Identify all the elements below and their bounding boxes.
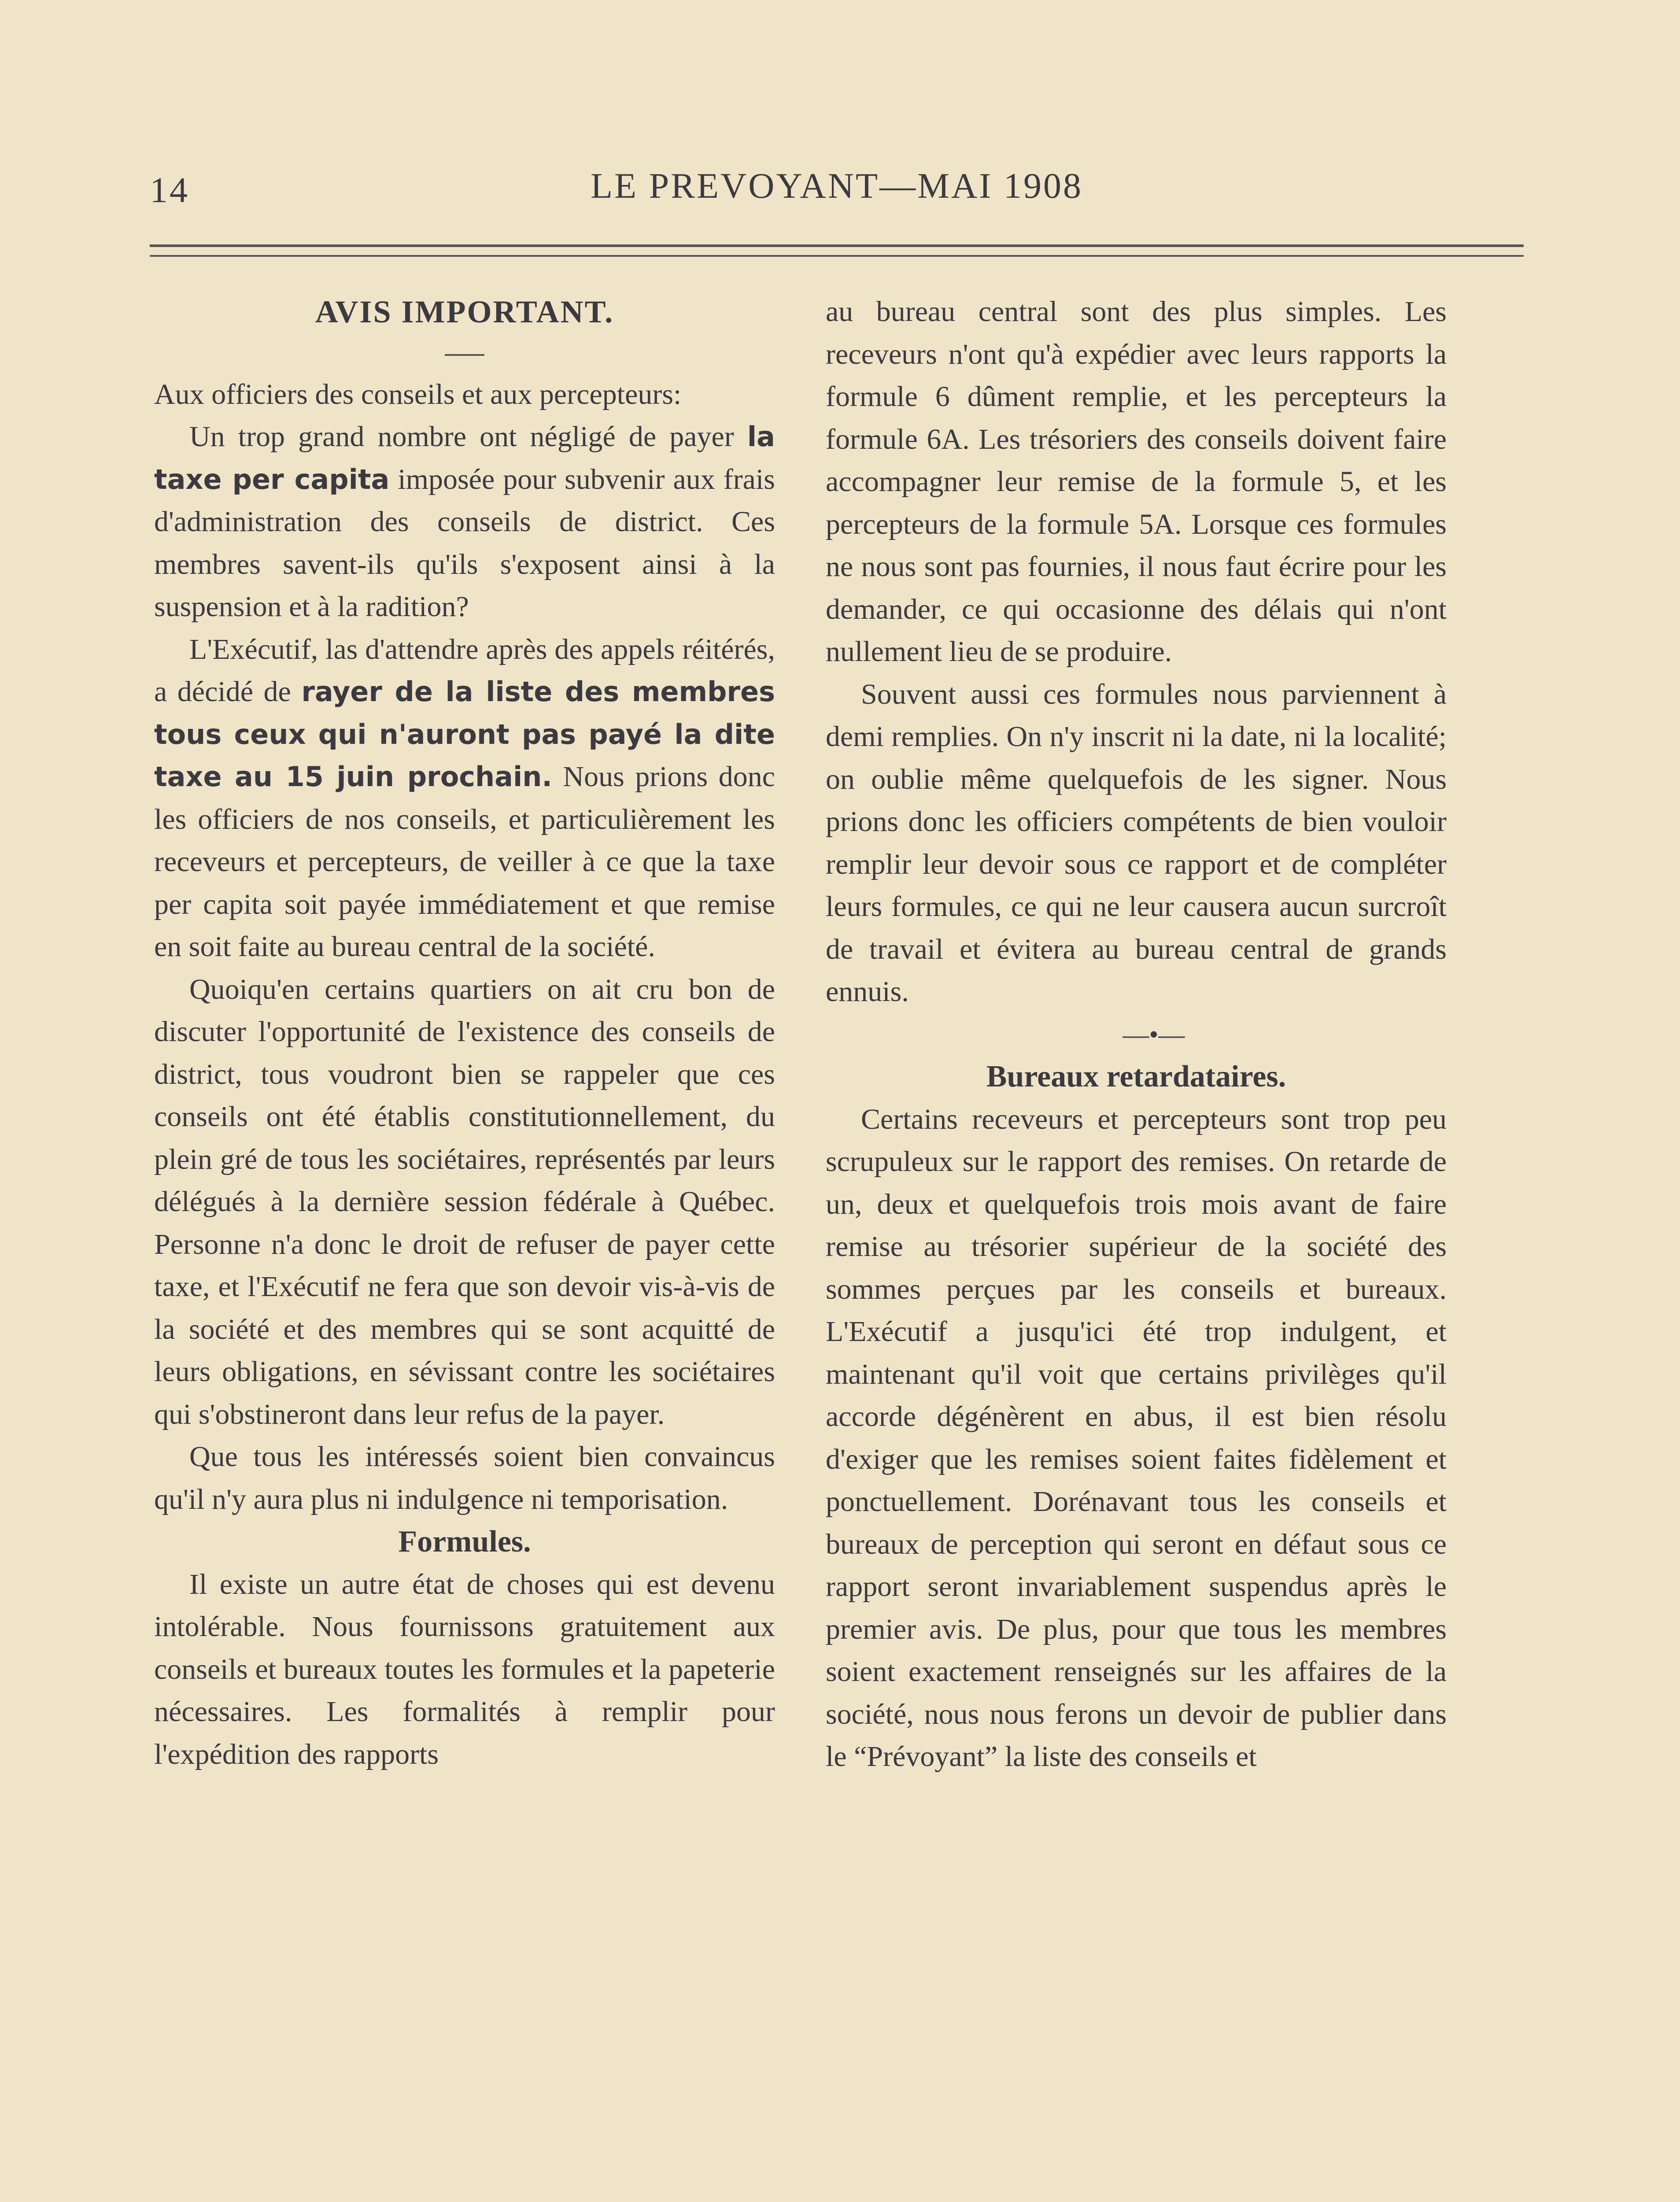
right-column [826, 291, 1447, 1778]
header-rule [150, 244, 1524, 257]
paragraph: Il existe un autre état de choses qui est devenu intolérable. Nous fournissons gratuitement aux conseils et bureaux toutes les formules et la papeterie nécessaires. Les formalités à remplir pour l'expédition des rapports [154, 1568, 775, 1770]
bold-text: la taxe per capita [154, 421, 775, 495]
section-heading: Formules. [398, 1525, 531, 1559]
paragraph: Quoiqu'en certains quartiers on ait cru bon de discuter l'opportunité de l'existence des conseils de district, tous voudront bien se rappeler que ces conseils ont été établis constitutionnellement, du plein gré de tous les sociétaires, représentés par leurs délégués à la dernière session fédérale à Québec. Personne n'a donc le droit de refuser de payer cette taxe, et l'Exécutif ne fera que son devoir vis-à-vis de la société et des membres qui se sont acquitté de leurs obligations, en sévissant contre les sociétaires qui s'obstineront dans leur refus de la payer. [154, 973, 775, 1430]
page-number: 14 [150, 170, 189, 210]
paragraph: Certains receveurs et percepteurs sont trop peu scrupuleux sur le rapport des remises. On retarde de un, deux et quelquefois trois mois avant de faire remise au trésorier supérieur de la société des sommes perçues par les conseils et bureaux. L'Exécutif a jusqu'ici été trop indulgent, et maintenant qu'il voit que certains privilèges qu'il accorde dégénèrent en abus, il est bien résolu d'exiger que les remises soient faites fidèlement et ponctuellement. Dorénavant tous les conseils et bureaux de perception qui seront en défaut sous ce rapport seront invariablement suspendus après le premier avis. De plus, pour que tous les membres soient exactement renseignés sur les affaires de la société, nous nous ferons un devoir de publier dans le “Prévoyant” la liste des conseils et [826, 1103, 1447, 1773]
paragraph: au bureau central sont des plus simples. Les receveurs n'ont qu'à expédier avec leurs rapports la formule 6 dûment remplie, et les percepteurs la formule 6A. Les trésoriers des conseils doivent faire accompagner leur remise de la formule 5, et les percepteurs de la formule 5A. Lorsque ces formules ne nous sont pas fournies, il nous faut écrire pour les demander, ce qui occasionne des délais qui n'ont nullement lieu de se produire. [826, 296, 1447, 668]
section-heading: Bureaux retardataires. [986, 1060, 1286, 1094]
section-separator: —•— [1122, 1020, 1185, 1049]
article-title: AVIS IMPORTANT. [315, 294, 614, 329]
running-title: LE PREVOYANT—MAI 1908 [590, 166, 1083, 206]
paragraph: Souvent aussi ces formules nous parviennent à demi remplies. On n'y inscrit ni la date, ni la localité; on oublie même quelquefois de les signer. Nous prions donc les officiers compétents de bien vouloir remplir leur devoir sous ce rapport et de compléter leurs formules, ce qui ne leur causera aucun surcroît de travail et évitera au bureau central de grands ennuis. [826, 678, 1447, 1008]
title-dash [154, 338, 775, 356]
paragraph: Un trop grand nombre ont négligé de payer la taxe per capita imposée pour subvenir aux frais d'administration des conseils de district. Ces membres savent-ils qu'ils s'exposent ainsi à la suspension et à la radition? [154, 421, 775, 623]
paragraph: L'Exécutif, las d'attendre après des appels réitérés, a décidé de rayer de la liste des membres tous ceux qui n'auront pas payé la dite taxe au 15 juin prochain. Nous prions donc les officiers de nos conseils, et particulièrement les receveurs et percepteurs, de veiller à ce que la taxe per capita soit payée immédiatement et que remise en soit faite au bureau central de la société. [154, 633, 775, 963]
bold-text: rayer de la liste des membres tous ceux qui n'auront pas payé la dite taxe au 15 juin prochain. [154, 676, 775, 793]
paragraph: Que tous les intéressés soient bien convaincus qu'il n'y aura plus ni indulgence ni temporisation. [154, 1441, 775, 1515]
left-column [154, 291, 775, 1776]
page-header [150, 165, 1524, 214]
paragraph: Aux officiers des conseils et aux percepteurs: [154, 378, 682, 410]
